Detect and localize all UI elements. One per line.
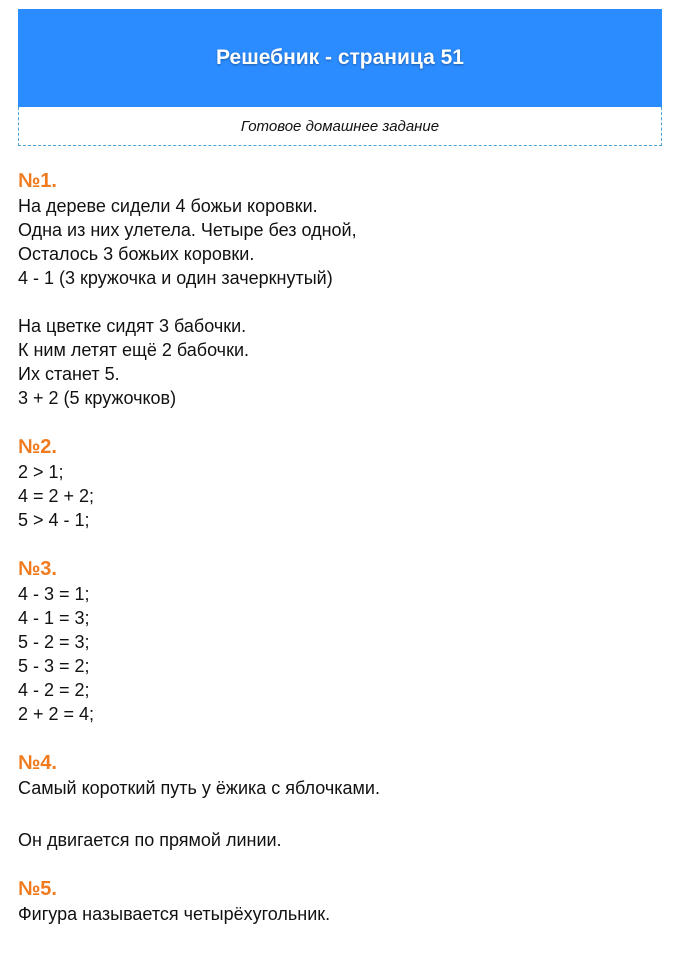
task-5 <box>18 876 658 926</box>
solutions-content <box>18 168 658 926</box>
page-subtitle: Готовое домашнее задание <box>240 117 440 135</box>
task-number: №5. <box>18 878 57 900</box>
task-line: 4 = 2 + 2; <box>18 486 95 506</box>
task-spacer <box>18 852 658 876</box>
task-number: №4. <box>18 752 57 774</box>
task-spacer <box>18 410 658 434</box>
task-line: Осталось 3 божьих коровки. <box>18 244 255 264</box>
task-line: 2 > 1; <box>18 462 64 482</box>
task-line: 4 - 3 = 1; <box>18 584 90 604</box>
paragraph-spacer <box>18 800 658 828</box>
task-line: Фигура называется четырёхугольник. <box>18 904 331 924</box>
task-line: Самый короткий путь у ёжика с яблочками. <box>18 778 380 798</box>
task-line: 2 + 2 = 4; <box>18 704 95 724</box>
task-spacer <box>18 532 658 556</box>
task-line: 4 - 1 = 3; <box>18 608 90 628</box>
task-spacer <box>18 726 658 750</box>
task-line: 5 - 3 = 2; <box>18 656 90 676</box>
task-3 <box>18 556 658 726</box>
page-header <box>18 9 662 107</box>
task-line: Он двигается по прямой линии. <box>18 830 282 850</box>
task-2 <box>18 434 658 532</box>
task-line: 4 - 2 = 2; <box>18 680 90 700</box>
task-line: На дереве сидели 4 божьи коровки. <box>18 196 318 216</box>
task-line: На цветке сидят 3 бабочки. <box>18 316 247 336</box>
task-line: К ним летят ещё 2 бабочки. <box>18 340 249 360</box>
page-title: Решебник - страница 51 <box>216 46 464 69</box>
task-number: №3. <box>18 558 57 580</box>
task-line: Одна из них улетела. Четыре без одной, <box>18 220 357 240</box>
task-number: №2. <box>18 436 57 458</box>
task-line: 3 + 2 (5 кружочков) <box>18 388 177 408</box>
task-1 <box>18 168 658 410</box>
task-4 <box>18 750 658 852</box>
task-number: №1. <box>18 170 57 192</box>
paragraph-spacer <box>18 290 658 314</box>
task-line: 5 > 4 - 1; <box>18 510 90 530</box>
page-subheader <box>18 107 662 146</box>
task-line: 4 - 1 (3 кружочка и один зачеркнутый) <box>18 268 333 288</box>
task-line: 5 - 2 = 3; <box>18 632 90 652</box>
task-line: Их станет 5. <box>18 364 120 384</box>
